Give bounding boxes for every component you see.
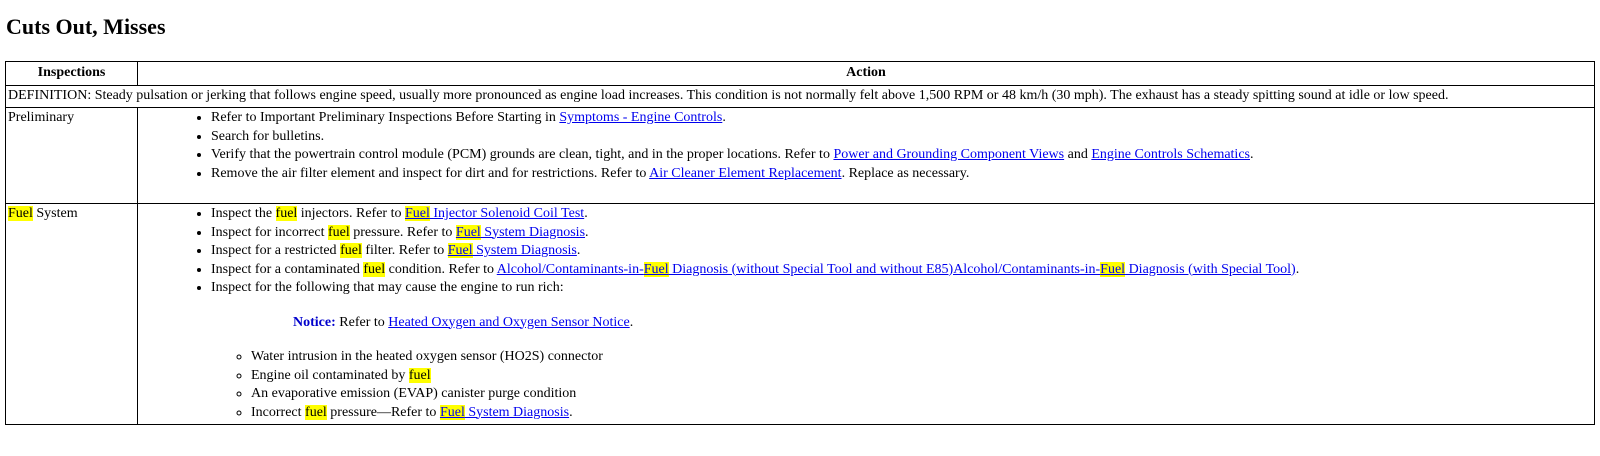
rich-causes-sublist [211,348,1592,422]
list-item: • Verify that the powertrain control module (PCM) grounds are clean, tight, and in the proper locations. Refer to Power and Grounding Component Views and Engine Controls Schematics. [211,146,1592,165]
page-title: Cuts Out, Misses [6,14,166,39]
notice-label: Notice: [293,314,336,330]
table-header-row [6,62,1595,86]
definition-row [6,85,1595,108]
search-highlight: Fuel [404,206,430,221]
fuel-system-list [140,205,1592,422]
list-item: ◦ An evaporative emission (EVAP) canister purge condition [251,385,1592,404]
list-item: • Search for bulletins. [211,128,1592,147]
search-highlight: fuel [363,261,386,277]
link-air-cleaner-element-replacement[interactable]: Air Cleaner Element Replacement [649,165,842,181]
cell-spacer [140,183,1592,201]
inspection-label-preliminary: Preliminary [6,108,138,204]
inspection-label-fuel-system: Fuel System [6,204,138,425]
preliminary-list [140,109,1592,183]
link-fuel-injector-solenoid-coil-test[interactable]: Fuel Injector Solenoid Coil Test [404,206,585,221]
column-header-inspections: Inspections [6,62,138,86]
link-fuel-system-diagnosis[interactable]: Fuel System Diagnosis [455,224,586,240]
list-item: • Inspect for a restricted fuel filter. Refer to Fuel System Diagnosis. [211,242,1592,261]
list-item: • Inspect for incorrect fuel pressure. Refer to Fuel System Diagnosis. [211,224,1592,243]
column-header-action: Action [138,62,1595,86]
definition-text: DEFINITION: Steady pulsation or jerking that follows engine speed, usually more pronounced as engine load increases. This condition is not normally felt above 1,500 RPM or 48 km/h (30 mph). The exhaust has a steady spitting sound at idle or low speed. [6,85,1595,108]
search-highlight: Fuel [455,224,481,240]
search-highlight: fuel [328,224,350,240]
list-item: • Inspect for the following that may cause the engine to run rich: Notice: Refer to Heated Oxygen and Oxygen Sensor Notice. ◦ Water intrusion in the heated oxygen sensor (HO2S) connector ◦ Engine oil contaminated by fuel ◦ An evaporative emission (EVAP) canister purge condition ◦ Incorrect fuel pressure—Refer to Fuel System Diagnosis. [211,279,1592,422]
search-highlight: Fuel [643,261,669,277]
diagnostic-table [5,61,1595,425]
link-alcohol-contaminants-in-fuel-diagnosis[interactable]: Alcohol/Contaminants-in-Fuel Diagnosis (without Special Tool and without E85)Alcohol/Contaminants-in-Fuel Diagnosis (with Special Tool) [496,261,1296,277]
search-highlight: fuel [408,367,431,383]
search-highlight: fuel [340,243,362,258]
link-fuel-system-diagnosis[interactable]: Fuel System Diagnosis [439,404,570,420]
link-power-grounding-component-views[interactable]: Power and Grounding Component Views [833,147,1065,162]
action-cell-fuel-system [138,204,1595,425]
link-heated-oxygen-sensor-notice[interactable]: Heated Oxygen and Oxygen Sensor Notice [388,314,630,330]
table-row-preliminary [6,108,1595,204]
list-item: • Inspect for a contaminated fuel condition. Refer to Alcohol/Contaminants-in-Fuel Diagnosis (without Special Tool and without E85)Alcohol/Contaminants-in-Fuel Diagnosis (with Special Tool). [211,261,1592,280]
search-highlight: Fuel [447,243,473,258]
search-highlight: Fuel [8,206,33,221]
link-symptoms-engine-controls[interactable]: Symptoms - Engine Controls [559,110,723,125]
list-item: ◦ Water intrusion in the heated oxygen sensor (HO2S) connector [251,348,1592,367]
list-item: • Remove the air filter element and inspect for dirt and for restrictions. Refer to Air Cleaner Element Replacement. Replace as necessary. [211,165,1592,184]
notice-block: Notice: Refer to Heated Oxygen and Oxygen Sensor Notice. [293,314,634,330]
search-highlight: fuel [305,404,327,420]
list-item: • Inspect the fuel injectors. Refer to Fuel Injector Solenoid Coil Test. [211,205,1592,224]
search-highlight: Fuel [439,404,465,420]
table-row-fuel-system [6,204,1595,425]
search-highlight: Fuel [1100,261,1126,277]
list-item: • Refer to Important Preliminary Inspections Before Starting in Symptoms - Engine Controls. [211,109,1592,128]
action-cell-preliminary [138,108,1595,204]
search-highlight: fuel [275,206,298,221]
link-engine-controls-schematics[interactable]: Engine Controls Schematics [1091,147,1250,162]
list-item: ◦ Incorrect fuel pressure—Refer to Fuel System Diagnosis. [251,404,1592,423]
link-fuel-system-diagnosis[interactable]: Fuel System Diagnosis [447,243,577,258]
list-item: ◦ Engine oil contaminated by fuel [251,367,1592,386]
